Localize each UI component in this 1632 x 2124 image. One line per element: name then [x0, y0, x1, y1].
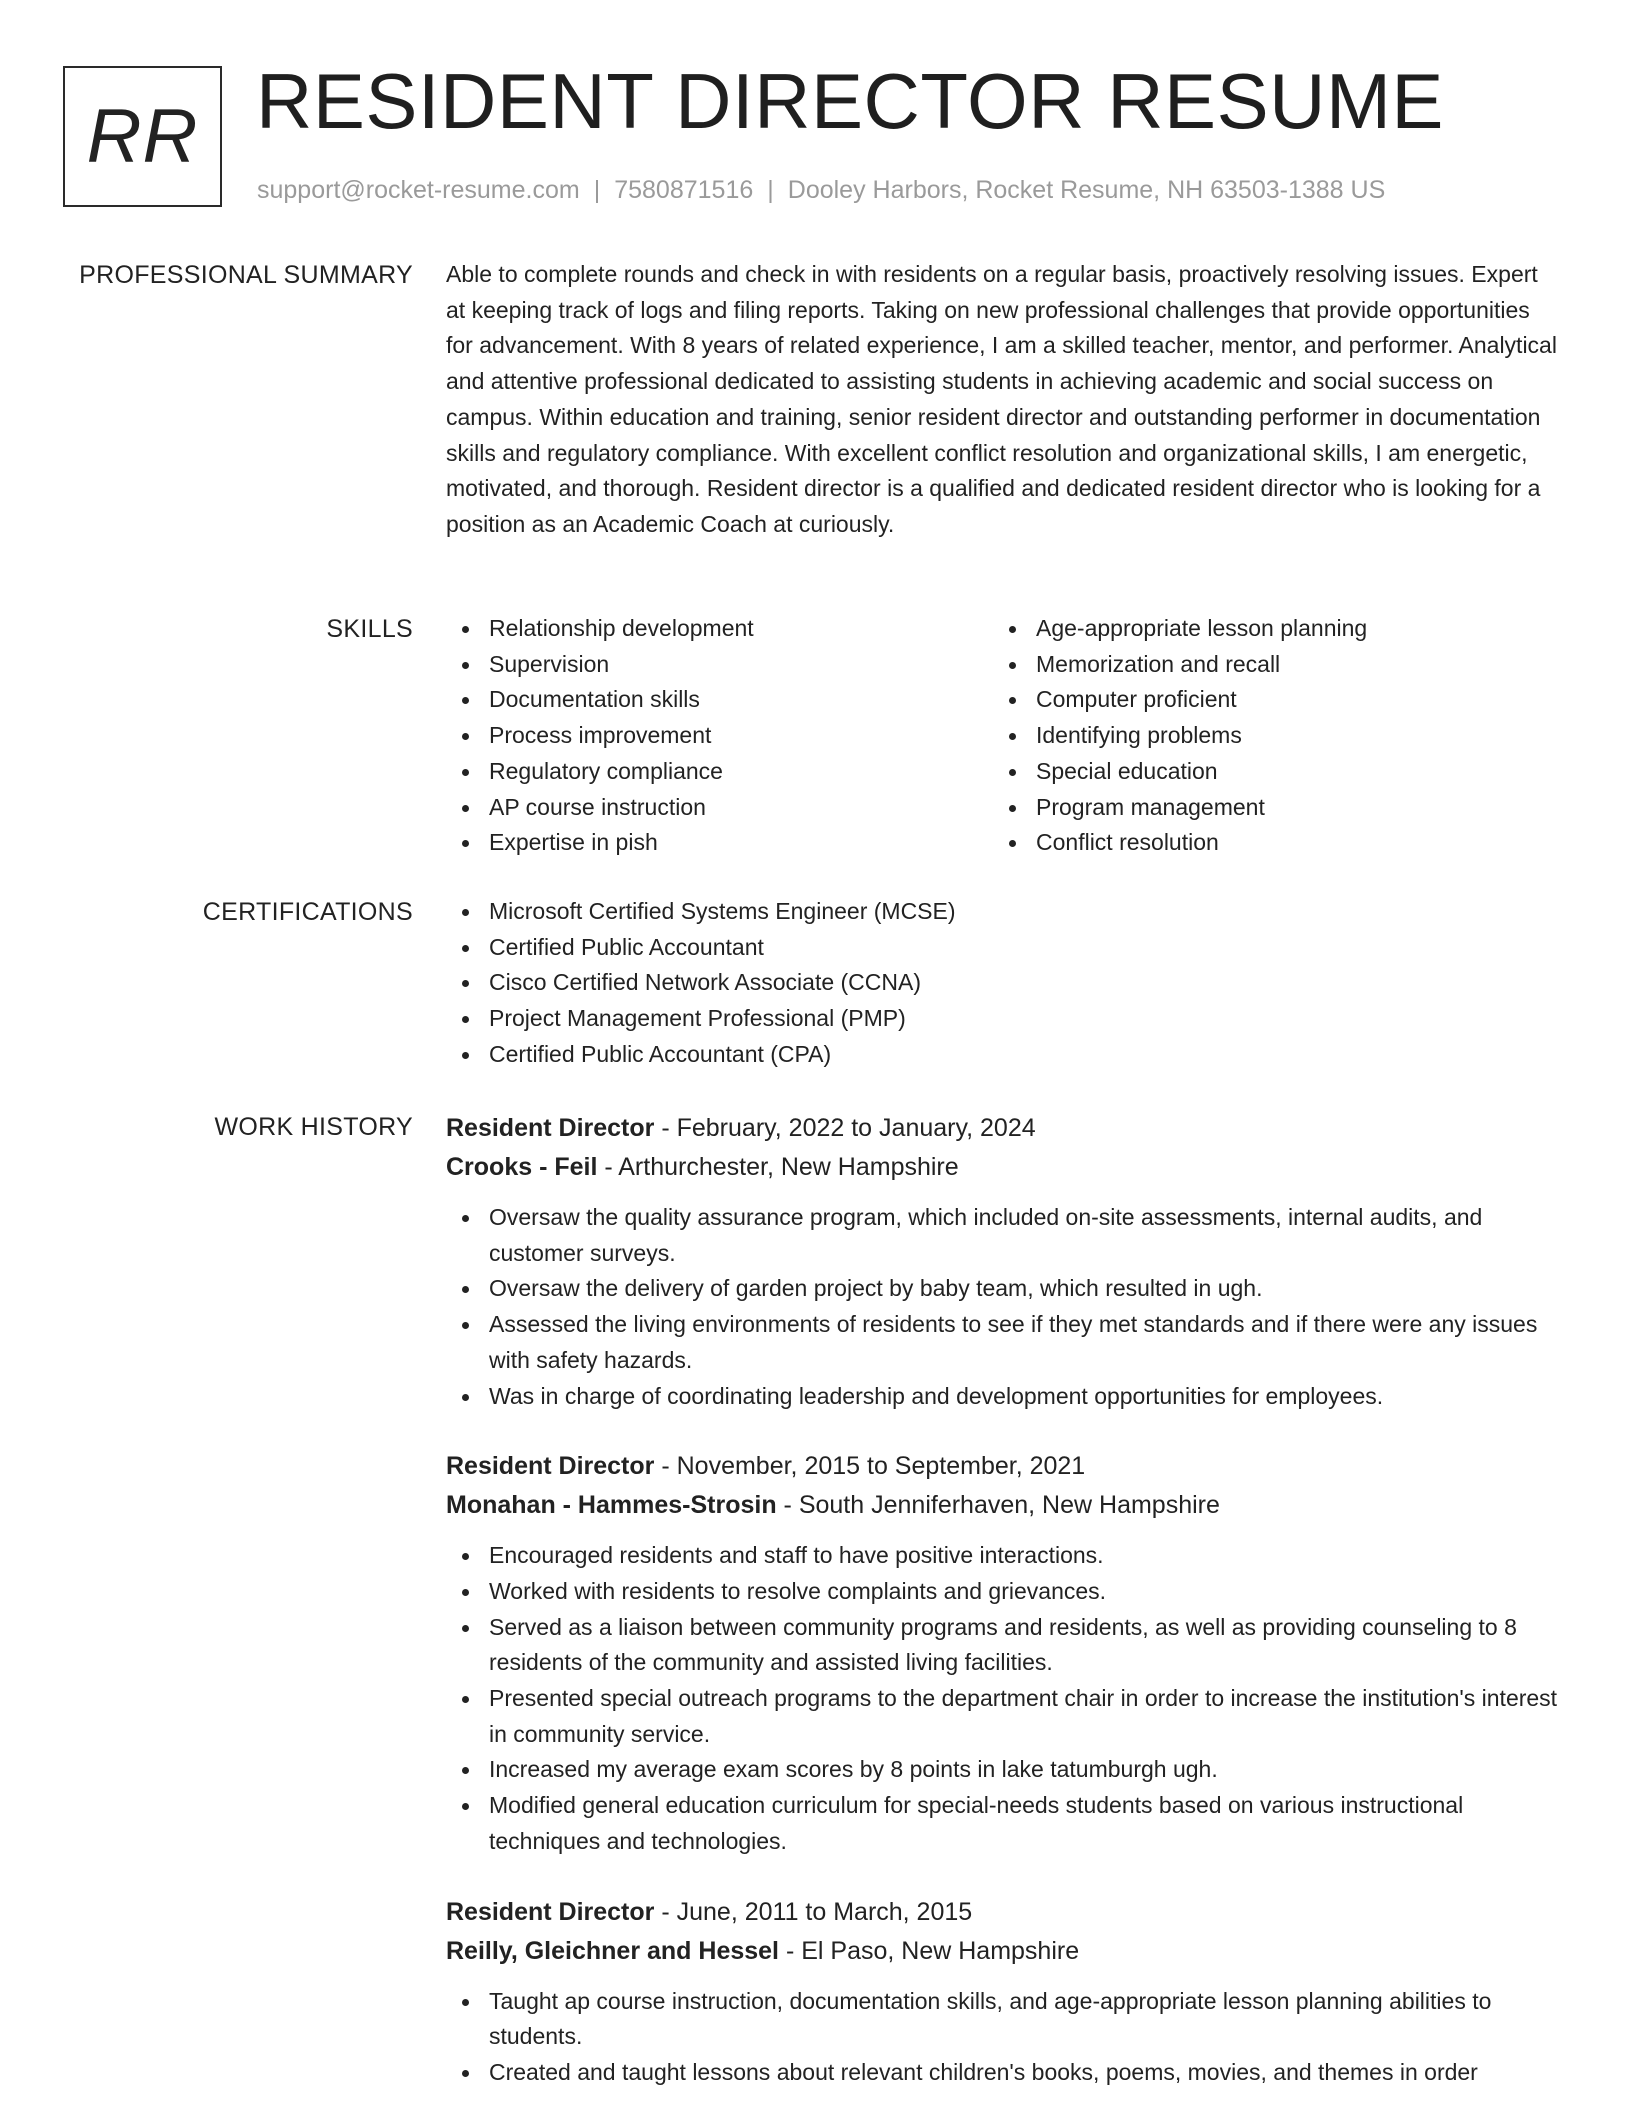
job-bullet: Was in charge of coordinating leadership and development opportunities for employees.: [446, 1379, 1561, 1415]
job-bullet: Served as a liaison between community programs and residents, as well as providing counseling to 8 residents of the community and assisted living facilities.: [446, 1610, 1561, 1681]
job-company: Monahan - Hammes-Strosin: [446, 1491, 777, 1520]
job-title: Resident Director: [446, 1897, 655, 1926]
skills-column-right: [993, 611, 1540, 861]
contact-address: Dooley Harbors, Rocket Resume, NH 63503-1388 US: [787, 176, 1386, 204]
job-bullet: Assessed the living environments of residents to see if they met standards and if there were any issues with safety hazards.: [446, 1307, 1561, 1378]
job-bullet: Encouraged residents and staff to have positive interactions.: [446, 1538, 1561, 1574]
job-location: - South Jenniferhaven, New Hampshire: [776, 1491, 1220, 1520]
job-bullet: Oversaw the delivery of garden project by baby team, which resulted in ugh.: [446, 1271, 1561, 1307]
skill-item: Conflict resolution: [993, 825, 1540, 861]
section-label-skills: SKILLS: [326, 615, 413, 643]
job-location: - Arthurchester, New Hampshire: [597, 1153, 959, 1181]
skill-item: Identifying problems: [993, 718, 1540, 754]
skill-item: Documentation skills: [446, 682, 993, 718]
job-bullet: Modified general education curriculum for special-needs students based on various instructional techniques and technologies.: [446, 1788, 1561, 1859]
skills-list-left: [446, 611, 993, 861]
job-company: Reilly, Gleichner and Hessel: [446, 1936, 780, 1965]
skill-item: Process improvement: [446, 718, 993, 754]
job-bullet: Worked with residents to resolve complaints and grievances.: [446, 1574, 1561, 1610]
job-dates: - June, 2011 to March, 2015: [654, 1897, 973, 1926]
certification-item: Certified Public Accountant (CPA): [446, 1037, 1561, 1073]
job-bullet: Created and taught lessons about relevant children's books, poems, movies, and themes in order: [446, 2055, 1561, 2091]
job-dates: - February, 2022 to January, 2024: [654, 1114, 1036, 1142]
skill-item: Supervision: [446, 647, 993, 683]
skills-body: [446, 611, 1561, 861]
contact-separator: |: [593, 176, 601, 204]
contact-separator: |: [767, 176, 774, 204]
certifications-body: [446, 894, 1561, 1073]
skills-list-right: [993, 611, 1540, 861]
monogram-logo: [63, 66, 222, 207]
job-bullet: Taught ap course instruction, documentation skills, and age-appropriate lesson planning abilities to students.: [446, 1984, 1561, 2055]
certification-item: Certified Public Accountant: [446, 930, 1561, 966]
job-bullet: Oversaw the quality assurance program, which included on-site assessments, internal audits, and customer surveys.: [446, 1200, 1561, 1271]
job-entry: [446, 1447, 1561, 1859]
monogram-initials: RR: [86, 93, 199, 179]
job-bullets: [446, 1200, 1561, 1414]
job-entry: [446, 1109, 1561, 1414]
contact-phone[interactable]: 7580871516: [614, 176, 754, 204]
skill-item: Regulatory compliance: [446, 754, 993, 790]
job-dates: - November, 2015 to September, 2021: [654, 1452, 1086, 1481]
job-bullet: Increased my average exam scores by 8 points in lake tatumburgh ugh.: [446, 1752, 1561, 1788]
certification-item: Cisco Certified Network Associate (CCNA): [446, 965, 1561, 1001]
job-company-line: [446, 1148, 1561, 1187]
skill-item: Computer proficient: [993, 682, 1540, 718]
section-label-summary: PROFESSIONAL SUMMARY: [79, 261, 413, 289]
contact-line: [257, 174, 1385, 206]
job-bullets: [446, 1538, 1561, 1859]
job-title: Resident Director: [446, 1114, 655, 1142]
skill-item: Expertise in pish: [446, 825, 993, 861]
contact-email[interactable]: support@rocket-resume.com: [257, 176, 580, 204]
skill-item: Relationship development: [446, 611, 993, 647]
job-company: Crooks - Feil: [446, 1153, 598, 1181]
skill-item: AP course instruction: [446, 790, 993, 826]
job-title-line: [446, 1893, 1561, 1932]
summary-body: [446, 257, 1561, 543]
job-title: Resident Director: [446, 1452, 655, 1481]
summary-text: Able to complete rounds and check in with residents on a regular basis, proactively resolving issues. Expert at keeping track of logs and filing reports. Taking on new professional challenges that provide opportunities for advancement. With 8 years of related experience, I am a skilled teacher, mentor, and performer. Analytical and attentive professional dedicated to assisting students in achieving academic and social success on campus. Within education and training, senior resident director and outstanding performer in documentation skills and regulatory compliance. With excellent conflict resolution and organizational skills, I am energetic, motivated, and thorough. Resident director is a qualified and dedicated resident director who is looking for a position as an Academic Coach at curiously.: [446, 261, 1557, 537]
work-history-body: [446, 1109, 1561, 2124]
job-title-line: [446, 1447, 1561, 1486]
skills-columns: [446, 611, 1561, 861]
skill-item: Special education: [993, 754, 1540, 790]
section-label-work-history: WORK HISTORY: [214, 1113, 413, 1141]
certification-item: Microsoft Certified Systems Engineer (MCSE): [446, 894, 1561, 930]
resume-title: RESIDENT DIRECTOR RESUME: [256, 57, 1444, 145]
skill-item: Memorization and recall: [993, 647, 1540, 683]
job-location: - El Paso, New Hampshire: [779, 1936, 1080, 1965]
job-bullet: Presented special outreach programs to the department chair in order to increase the institution's interest in community service.: [446, 1681, 1561, 1752]
skill-item: Program management: [993, 790, 1540, 826]
job-bullets: [446, 1984, 1561, 2091]
skills-column-left: [446, 611, 993, 861]
certification-item: Project Management Professional (PMP): [446, 1001, 1561, 1037]
skill-item: Age-appropriate lesson planning: [993, 611, 1540, 647]
job-company-line: [446, 1932, 1561, 1971]
certifications-list: [446, 894, 1561, 1073]
section-label-certifications: CERTIFICATIONS: [202, 898, 413, 926]
job-company-line: [446, 1486, 1561, 1525]
job-entry: [446, 1893, 1561, 2091]
job-title-line: [446, 1109, 1561, 1148]
